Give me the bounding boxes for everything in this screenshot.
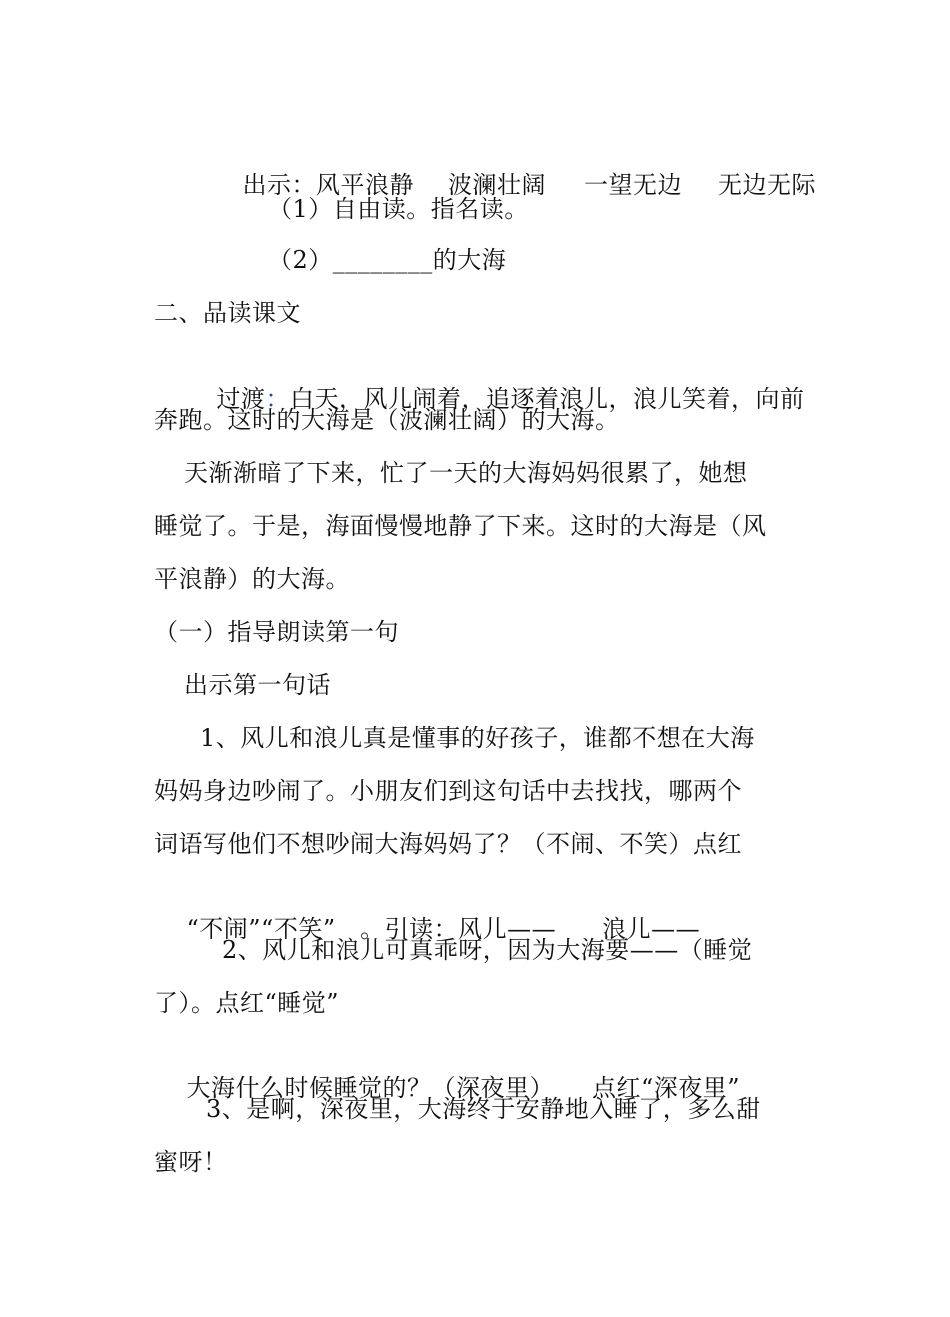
night-paragraph-line: 天渐渐暗了下来，忙了一天的大海妈妈很累了，她想 <box>184 459 748 487</box>
transition-paragraph-line: 奔跑。这时的大海是（波澜壮阔）的大海。 <box>154 406 620 434</box>
show-words-prefix: 出示：风平浪静 <box>242 171 415 199</box>
show-words-item: 无边无际 <box>718 171 817 199</box>
point-2-line: 2、风儿和浪儿可真乖呀，因为大海要——（睡觉 <box>222 936 753 964</box>
point-3-line: 蜜呀！ <box>154 1148 228 1176</box>
night-paragraph-line: 平浪静）的大海。 <box>154 565 350 593</box>
point-1-line: 1、风儿和浪儿真是懂事的好孩子，谁都不想在大海 <box>200 724 755 752</box>
guided-reading-cue: “不闹”“不笑” 。引读：风儿—— <box>186 915 557 943</box>
highlight-instruction: 点红“深夜里” <box>592 1074 741 1102</box>
point-1-line: 妈妈身边吵闹了。小朋友们到这句话中去找找，哪两个 <box>154 777 742 805</box>
show-words-item: 一望无边 <box>584 171 683 199</box>
question-text: 大海什么时候睡觉的？（深夜里） <box>186 1074 555 1102</box>
section-heading: 二、品读课文 <box>154 299 301 327</box>
show-first-sentence: 出示第一句话 <box>184 671 331 699</box>
night-paragraph-line: 睡觉了。于是，海面慢慢地静了下来。这时的大海是（风 <box>154 512 767 540</box>
point-2-line: 了）。点红“睡觉” <box>154 989 340 1017</box>
point-1-line: 词语写他们不想吵闹大海妈妈了？（不闹、不笑）点红 <box>154 830 742 858</box>
transition-text: 白天，风儿闹着，追逐着浪儿，浪儿笑着，向前 <box>290 385 805 413</box>
transition-label: 过渡 <box>216 385 266 413</box>
sub-heading: （一）指导朗读第一句 <box>154 618 399 646</box>
step-1: （1）自由读。指名读。 <box>268 195 529 223</box>
step-2: （2）________的大海 <box>268 246 507 274</box>
transition-colon: ： <box>265 385 291 413</box>
guided-reading-cue: 浪儿—— <box>602 915 701 943</box>
point-3-line: 3、是啊，深夜里，大海终于安静地入睡了，多么甜 <box>206 1095 761 1123</box>
show-words-item: 波澜壮阔 <box>448 171 547 199</box>
